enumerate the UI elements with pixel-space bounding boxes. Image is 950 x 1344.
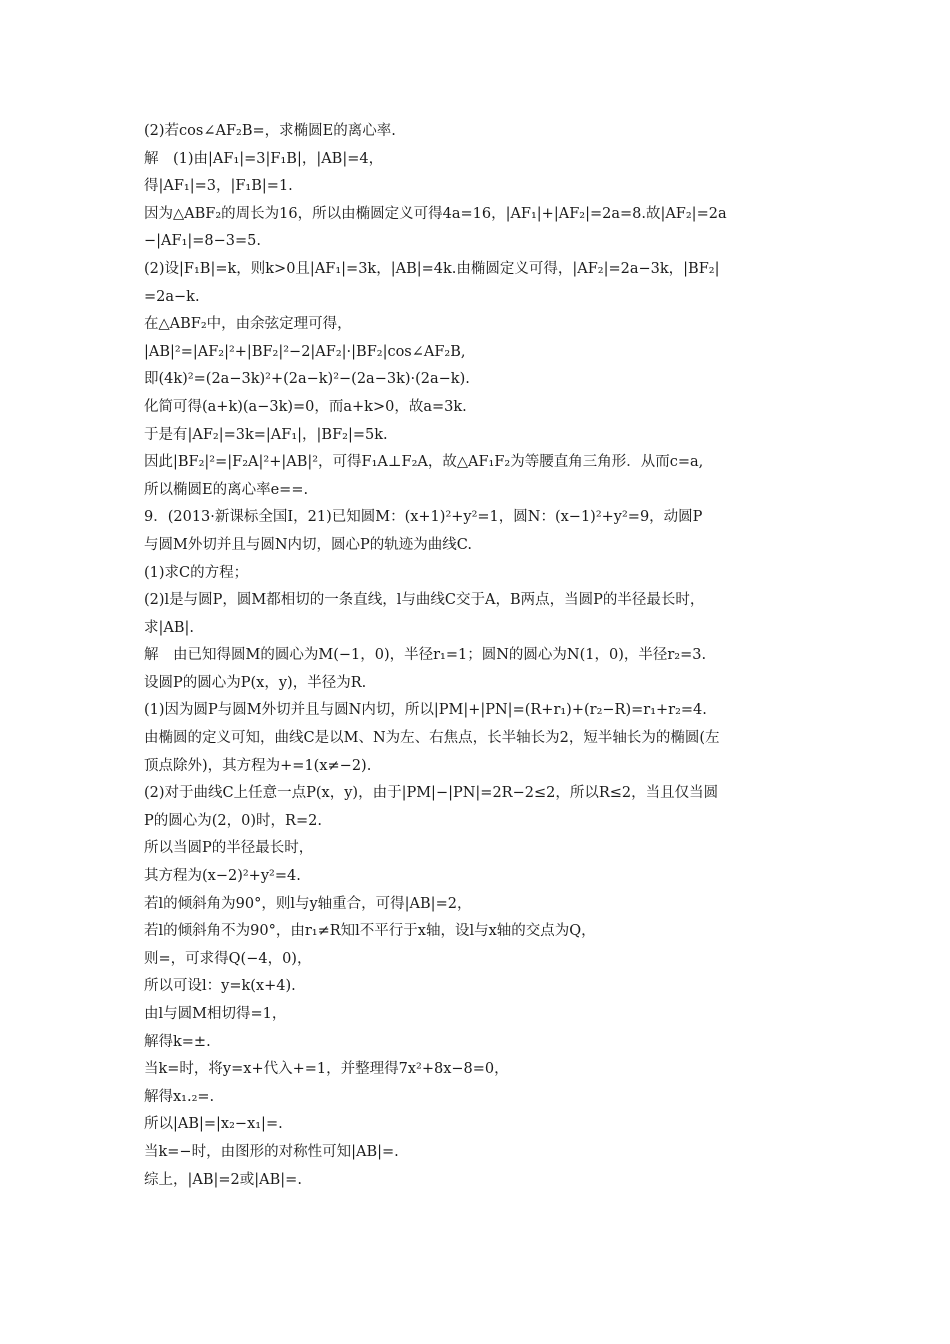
text-line: 由l与圆M相切得=1， xyxy=(144,1006,287,1022)
text-line: 综上，|AB|=2或|AB|=. xyxy=(144,1171,302,1188)
text-line: 设圆P的圆心为P(x，y)，半径为R. xyxy=(144,674,367,691)
text-line: 因为△ABF₂的周长为16，所以由椭圆定义可得4a=16，|AF₁|+|AF₂|=2a=8.故|AF₂|=2a xyxy=(144,205,727,222)
text-line: 当k=−时，由图形的对称性可知|AB|=. xyxy=(144,1143,399,1160)
text-line: 其方程为(x−2)²+y²=4. xyxy=(144,868,301,885)
text-line: 解得x₁.₂=. xyxy=(144,1088,215,1105)
text-line: 在△ABF₂中，由余弦定理可得， xyxy=(144,316,352,333)
text-line: 由椭圆的定义可知，曲线C是以M、N为左、右焦点，长半轴长为2，短半轴长为的椭圆(左 xyxy=(144,730,720,747)
text-line: 因此|BF₂|²=|F₂A|²+|AB|²，可得F₁A⊥F₂A，故△AF₁F₂为等腰直角三角形．从而c=a, xyxy=(144,454,704,471)
text-line: 所以椭圆E的离心率e==. xyxy=(144,481,309,498)
text-line: 解 由已知得圆M的圆心为M(−1，0)，半径r₁=1；圆N的圆心为N(1，0)，半径r₂=3. xyxy=(144,647,707,664)
text-line: 于是有|AF₂|=3k=|AF₁|，|BF₂|=5k. xyxy=(144,426,388,443)
text-line: (1)求C的方程； xyxy=(144,564,249,581)
text-line: 所以当圆P的半径最长时， xyxy=(144,840,314,857)
text-line: (2)若cos∠AF₂B=，求椭圆E的离心率. xyxy=(144,123,396,139)
text-line: 顶点除外)，其方程为+=1(x≠−2). xyxy=(144,757,372,774)
document-page xyxy=(144,118,824,1194)
text-line: 求|AB|. xyxy=(144,619,195,636)
text-line: (2)设|F₁B|=k，则k>0且|AF₁|=3k，|AB|=4k.由椭圆定义可得，|AF₂|=2a−3k，|BF₂| xyxy=(144,260,720,277)
text-line: 得|AF₁|=3，|F₁B|=1. xyxy=(144,178,293,195)
text-line: 解 (1)由|AF₁|=3|F₁B|，|AB|=4， xyxy=(144,150,384,167)
text-line: 即(4k)²=(2a−3k)²+(2a−k)²−(2a−3k)·(2a−k). xyxy=(144,371,470,388)
text-line: (2)对于曲线C上任意一点P(x，y)，由于|PM|−|PN|=2R−2≤2，所以R≤2，当且仅当圆 xyxy=(144,785,719,802)
text-line: 当k=时，将y=x+代入+=1，并整理得7x²+8x−8=0， xyxy=(144,1061,509,1078)
text-line: −|AF₁|=8−3=5. xyxy=(144,233,261,250)
text-line: 则=，可求得Q(−4，0)， xyxy=(144,950,312,967)
text-line: =2a−k. xyxy=(144,288,200,305)
text-line: 若l的倾斜角为90°，则l与y轴重合，可得|AB|=2， xyxy=(144,895,472,912)
text-line: (2)l是与圆P，圆M都相切的一条直线，l与曲线C交于A，B两点，当圆P的半径最长时， xyxy=(144,592,705,609)
text-line: 若l的倾斜角不为90°，由r₁≠R知l不平行于x轴，设l与x轴的交点为Q， xyxy=(144,923,596,940)
text-line: 解得k=±. xyxy=(144,1033,211,1050)
text-line: |AB|²=|AF₂|²+|BF₂|²−2|AF₂|·|BF₂|cos∠AF₂B, xyxy=(144,343,466,360)
text-line: (1)因为圆P与圆M外切并且与圆N内切，所以|PM|+|PN|=(R+r₁)+(r₂−R)=r₁+r₂=4. xyxy=(144,702,707,719)
text-line: 所以|AB|=|x₂−x₁|=. xyxy=(144,1116,283,1133)
text-line: P的圆心为(2，0)时，R=2. xyxy=(144,812,322,829)
text-line: 化简可得(a+k)(a−3k)=0，而a+k>0，故a=3k. xyxy=(144,398,467,415)
text-line: 9．(2013·新课标全国Ⅰ，21)已知圆M：(x+1)²+y²=1，圆N：(x−1)²+y²=9，动圆P xyxy=(144,509,703,526)
text-line: 所以可设l：y=k(x+4). xyxy=(144,978,296,995)
text-line: 与圆M外切并且与圆N内切，圆心P的轨迹为曲线C. xyxy=(144,536,472,553)
